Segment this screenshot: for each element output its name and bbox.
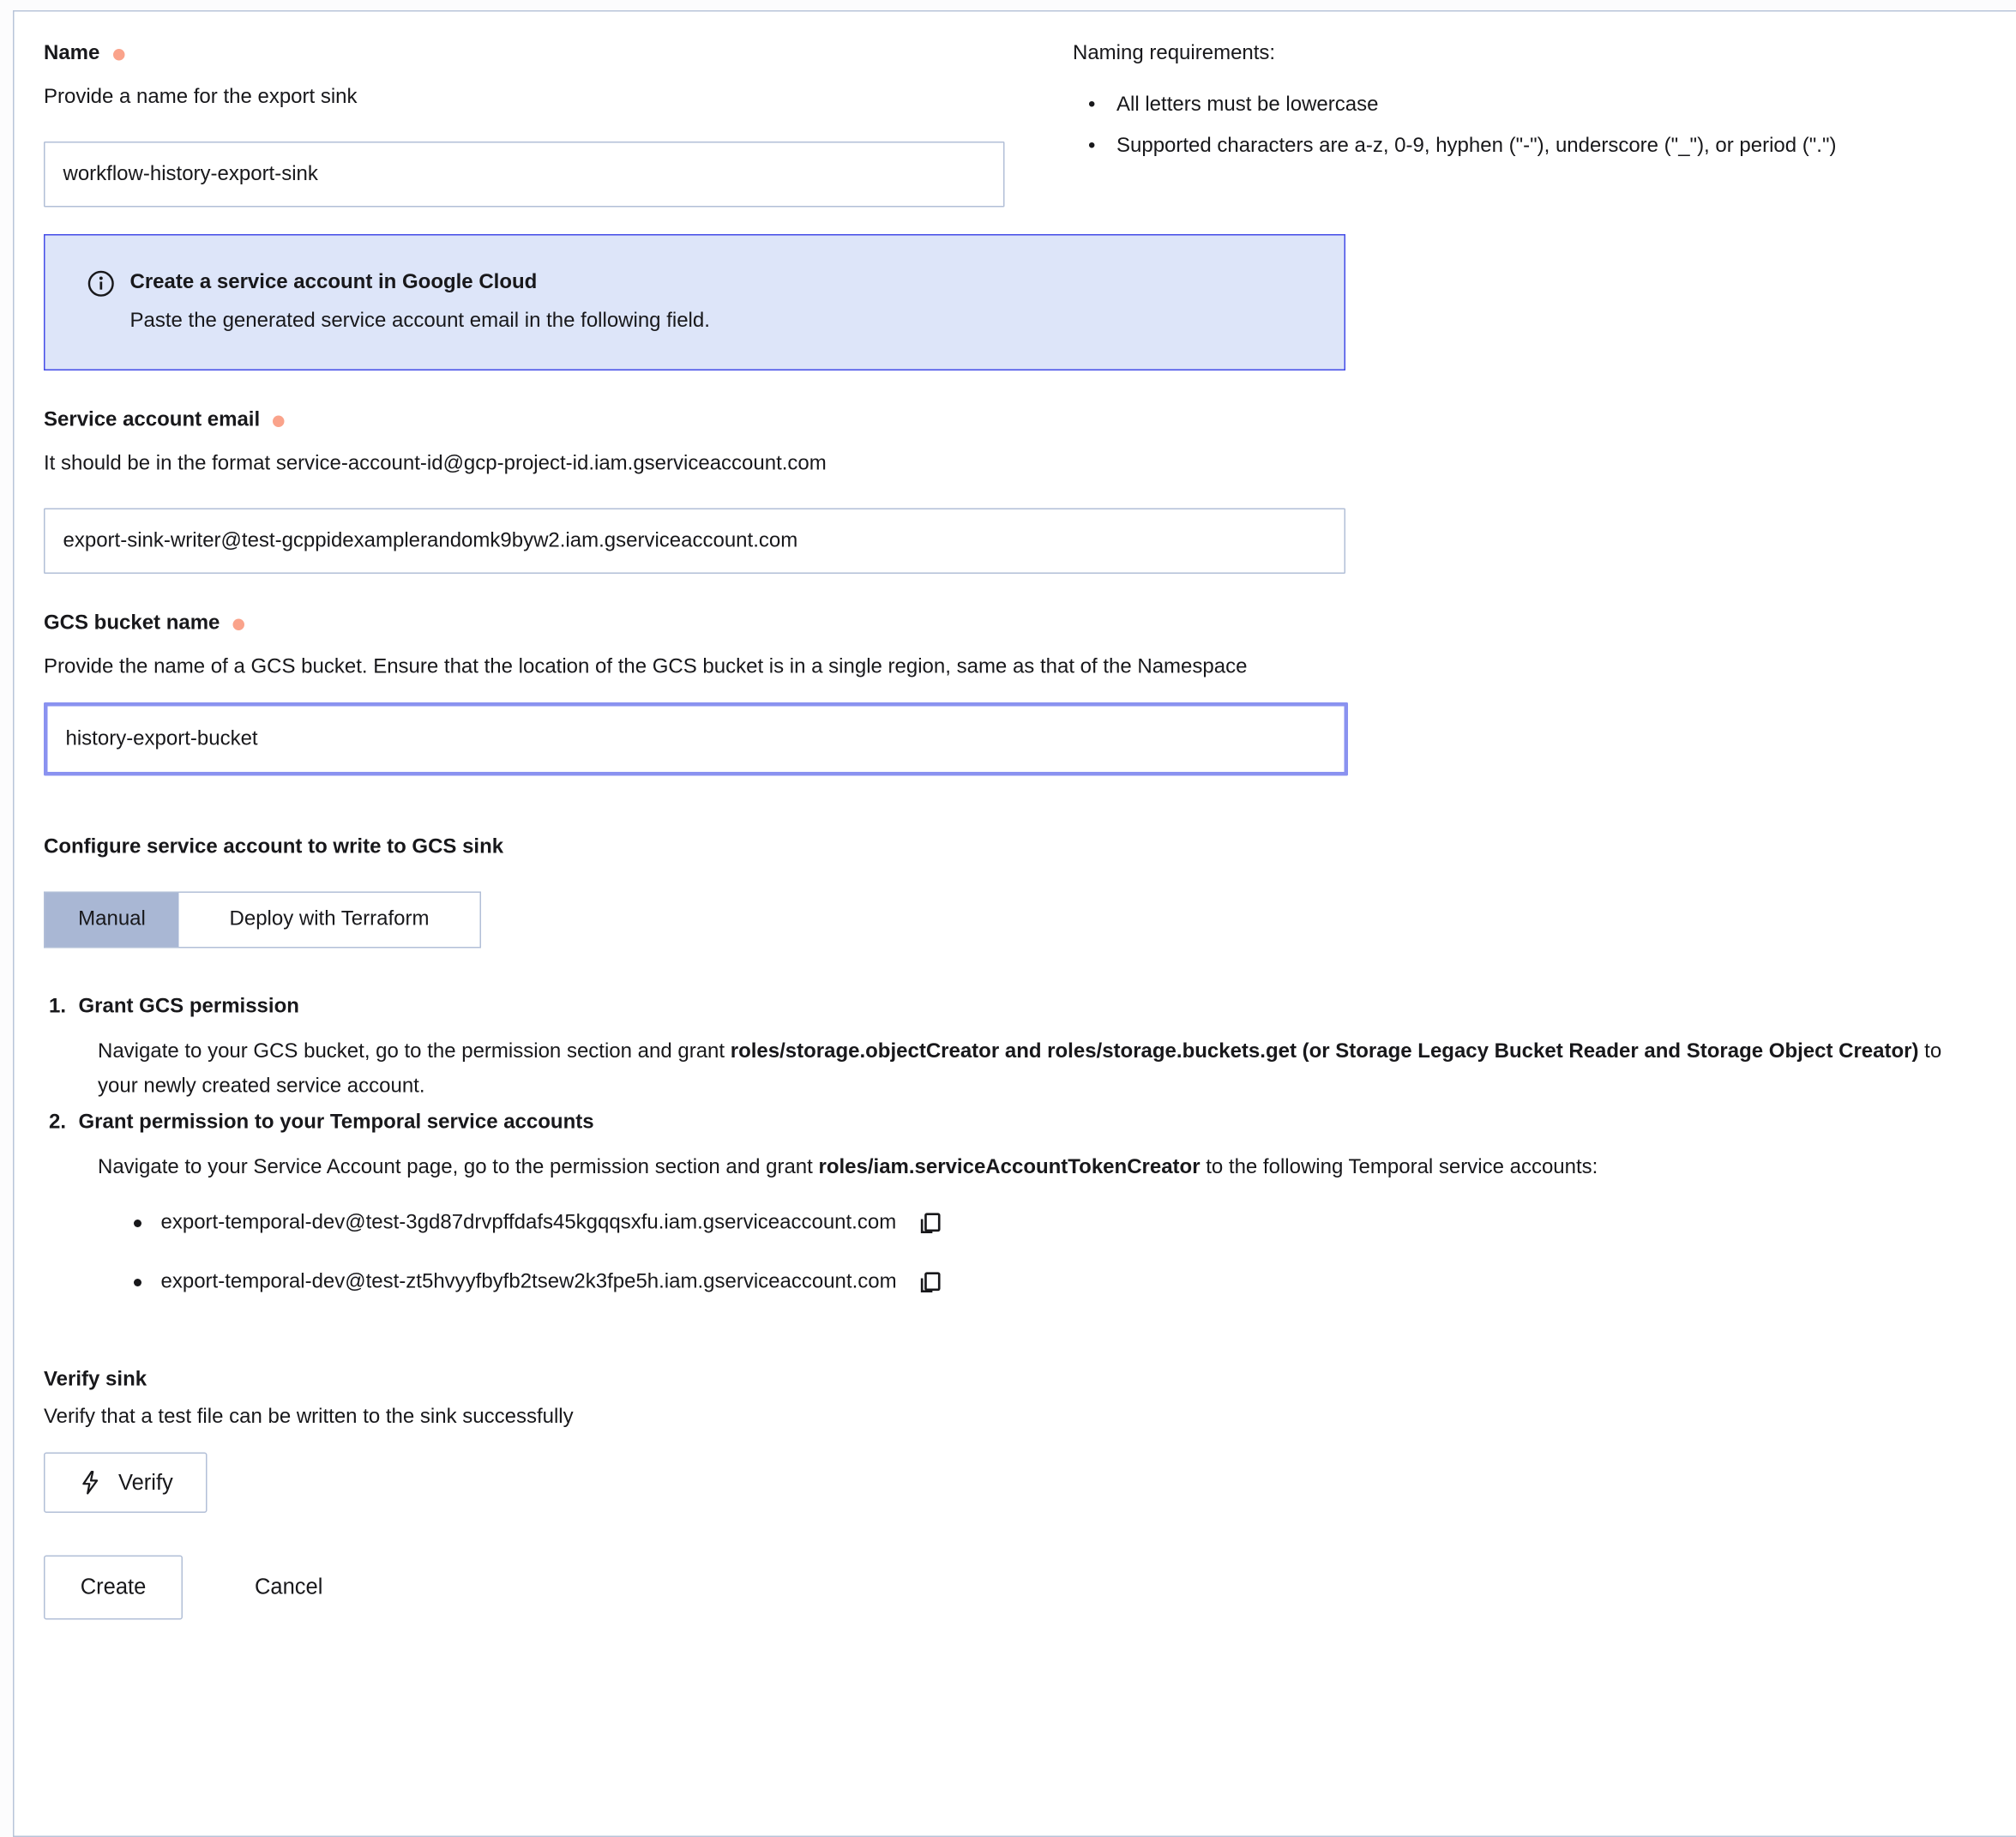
instruction-steps <box>49 993 2016 1302</box>
bullet-icon: • <box>1073 92 1116 120</box>
step-title <box>49 993 2016 1021</box>
configure-section <box>44 834 2016 1302</box>
step-body-text: Navigate to your Service Account page, go to the permission section and grant <box>98 1157 818 1179</box>
copy-button[interactable] <box>917 1210 944 1238</box>
temporal-service-account-email: export-temporal-dev@test-3gd87drvpffdafs45kgqqsxfu.iam.gserviceaccount.com <box>161 1209 897 1238</box>
verify-section <box>44 1366 2016 1513</box>
step-grant-temporal-permission <box>49 1109 2016 1185</box>
service-account-email-input[interactable] <box>44 509 1345 575</box>
naming-requirement-text: Supported characters are a-z, 0-9, hyphen ("-"), underscore ("_"), or period (".") <box>1116 133 1836 161</box>
step-body-bold: roles/storage.objectCreator and roles/storage.buckets.get (or Storage Legacy Bucket Reader and Storage Object Creator) <box>731 1041 1919 1063</box>
copy-button[interactable] <box>918 1269 945 1297</box>
verify-section-title: Verify sink <box>44 1366 2016 1394</box>
gcs-bucket-name-input[interactable] <box>44 702 1348 776</box>
form-content <box>15 12 2016 1620</box>
bucket-label-text: GCS bucket name <box>44 610 220 638</box>
naming-requirement-item <box>1073 133 2016 161</box>
step-body-text: Navigate to your GCS bucket, go to the permission section and grant <box>98 1041 731 1063</box>
step-title-text: Grant GCS permission <box>79 993 299 1021</box>
temporal-service-account-email: export-temporal-dev@test-zt5hvyyfbyfb2tsew2k3fpe5h.iam.gserviceaccount.com <box>161 1268 897 1297</box>
name-label <box>44 40 1005 69</box>
info-banner <box>44 234 1345 370</box>
step-body-bold: roles/iam.serviceAccountTokenCreator <box>818 1157 1200 1179</box>
step-grant-gcs-permission <box>49 993 2016 1104</box>
step-body-text: to the following Temporal service accounts: <box>1201 1157 1598 1179</box>
temporal-service-account-item <box>134 1204 2016 1243</box>
naming-requirements-list <box>1073 92 2016 161</box>
bucket-label <box>44 610 2016 638</box>
naming-requirement-text: All letters must be lowercase <box>1116 92 1378 120</box>
configure-section-title: Configure service account to write to GCS sink <box>44 834 2016 862</box>
service-account-description: It should be in the format service-account-id@gcp-project-id.iam.gserviceaccount.com <box>44 450 2016 479</box>
bucket-field-group <box>44 610 2016 776</box>
tab-deploy-with-terraform[interactable]: Deploy with Terraform <box>179 893 480 947</box>
step-title <box>49 1109 2016 1137</box>
naming-requirements-title: Naming requirements: <box>1073 40 2016 69</box>
verify-description: Verify that a test file can be written to the sink successfully <box>44 1404 2016 1432</box>
create-button[interactable]: Create <box>44 1556 183 1620</box>
service-account-label <box>44 407 2016 435</box>
service-account-label-text: Service account email <box>44 407 260 435</box>
temporal-service-account-item <box>134 1263 2016 1302</box>
naming-requirements <box>1073 40 2016 208</box>
verify-button[interactable] <box>44 1453 207 1514</box>
cancel-button[interactable]: Cancel <box>242 1556 335 1620</box>
export-sink-form-panel <box>13 10 2016 1837</box>
info-banner-title: Create a service account in Google Cloud <box>130 269 710 298</box>
step-body <box>98 1150 1965 1185</box>
name-row <box>44 40 2016 208</box>
sink-name-input[interactable] <box>44 142 1005 208</box>
info-banner-description: Paste the generated service account email in the following field. <box>130 308 710 336</box>
verify-button-label: Verify <box>118 1470 173 1496</box>
copy-icon <box>917 1210 944 1238</box>
step-body-text: to your newly created service account. <box>98 1041 1941 1098</box>
step-number: 1. <box>49 993 79 1021</box>
required-dot-icon <box>273 415 285 427</box>
step-body <box>98 1034 1965 1104</box>
copy-icon <box>918 1269 945 1297</box>
lightning-icon <box>77 1469 105 1497</box>
name-label-text: Name <box>44 40 99 69</box>
step-title-text: Grant permission to your Temporal service accounts <box>79 1109 594 1137</box>
bullet-icon <box>134 1279 141 1286</box>
form-actions <box>44 1556 2016 1620</box>
service-account-field-group <box>44 407 2016 574</box>
required-dot-icon <box>112 48 124 60</box>
temporal-service-account-list <box>134 1204 2016 1302</box>
info-banner-text <box>130 269 710 336</box>
name-description: Provide a name for the export sink <box>44 84 1005 112</box>
name-field-group <box>44 40 1005 208</box>
step-number: 2. <box>49 1109 79 1137</box>
configure-tab-group <box>44 892 481 949</box>
tab-manual[interactable]: Manual <box>45 893 179 947</box>
bullet-icon <box>134 1220 141 1227</box>
bucket-description: Provide the name of a GCS bucket. Ensure that the location of the GCS bucket is in a single region, same as that of the Namespace <box>44 653 2016 682</box>
required-dot-icon <box>232 618 244 630</box>
bullet-icon: • <box>1073 133 1116 161</box>
naming-requirement-item <box>1073 92 2016 120</box>
info-icon <box>87 269 117 299</box>
